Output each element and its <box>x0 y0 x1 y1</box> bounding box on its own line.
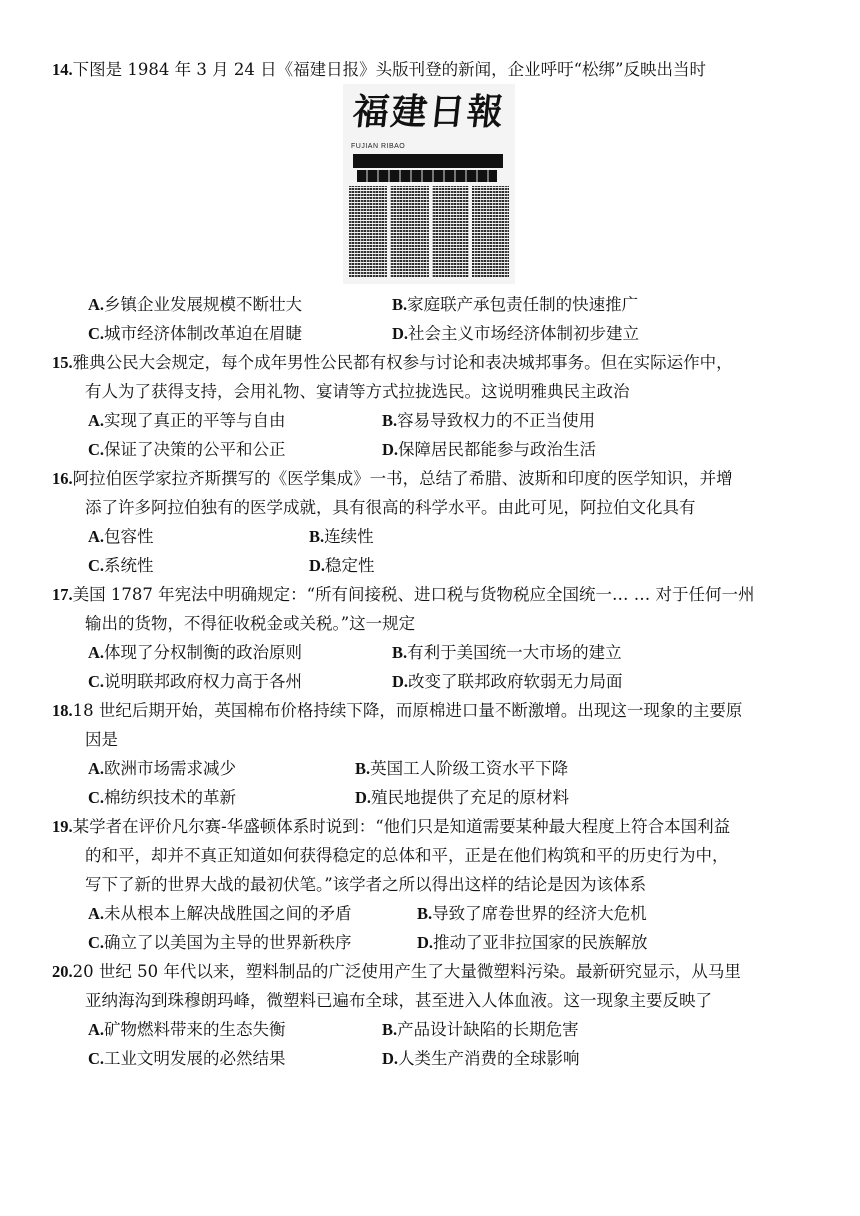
option-a[interactable] <box>88 754 236 783</box>
option-text: 未从根本上解决战胜国之间的矛盾 <box>104 904 352 923</box>
option-text: 包容性 <box>104 527 154 546</box>
newspaper-image <box>343 84 515 284</box>
option-b[interactable] <box>382 406 595 435</box>
option-text: 连续性 <box>324 527 374 546</box>
question-stem-cont: 亚纳海沟到珠穆朗玛峰，微塑料已遍布全球，甚至进入人体血液。这一现象主要反映了 <box>85 991 712 1010</box>
option-b[interactable] <box>355 754 568 783</box>
question-17 <box>52 580 822 638</box>
option-text: 体现了分权制衡的政治原则 <box>104 643 303 662</box>
option-letter: B. <box>382 411 398 430</box>
option-text: 确立了以美国为主导的世界新秩序 <box>104 933 352 952</box>
question-stem: 美国 1787 年宪法中明确规定：“所有间接税、进口税与货物税应全国统一… … 对于任何一州 <box>72 585 755 604</box>
question-18 <box>52 696 822 754</box>
newspaper-subheadline <box>357 170 497 182</box>
option-c[interactable] <box>88 319 302 348</box>
option-text: 推动了亚非拉国家的民族解放 <box>433 933 648 952</box>
question-number: 19. <box>52 817 73 836</box>
option-c[interactable] <box>88 783 236 812</box>
option-letter: A. <box>88 295 105 314</box>
option-text: 实现了真正的平等与自由 <box>104 411 286 430</box>
option-letter: D. <box>392 324 409 343</box>
option-text: 殖民地提供了充足的原材料 <box>371 788 570 807</box>
question-number: 16. <box>52 469 73 488</box>
option-text: 容易导致权力的不正当使用 <box>397 411 596 430</box>
question-stem-cont: 写下了新的世界大战的最初伏笔。”该学者之所以得出这样的结论是因为该体系 <box>85 875 647 894</box>
option-text: 有利于美国统一大市场的建立 <box>407 643 622 662</box>
option-letter: C. <box>88 1049 105 1068</box>
question-stem: 18 世纪后期开始，英国棉布价格持续下降，而原棉进口量不断激增。出现这一现象的主要原 <box>72 701 743 720</box>
option-text: 欧洲市场需求减少 <box>104 759 237 778</box>
option-letter: C. <box>88 556 105 575</box>
option-b[interactable] <box>309 522 374 551</box>
option-letter: D. <box>382 440 399 459</box>
question-stem-cont: 添了许多阿拉伯独有的医学成就，具有很高的科学水平。由此可见，阿拉伯文化具有 <box>85 498 696 517</box>
option-letter: C. <box>88 440 105 459</box>
newspaper-masthead: 福建日報 <box>350 91 508 133</box>
option-letter: D. <box>392 672 409 691</box>
option-letter: B. <box>309 527 325 546</box>
option-c[interactable] <box>88 435 286 464</box>
option-d[interactable] <box>392 667 623 696</box>
option-letter: C. <box>88 324 105 343</box>
option-text: 城市经济体制改革迫在眉睫 <box>104 324 303 343</box>
option-text: 棉纺织技术的革新 <box>104 788 237 807</box>
option-letter: D. <box>382 1049 399 1068</box>
question-14 <box>52 55 822 84</box>
question-stem-cont: 有人为了获得支持，会用礼物、宴请等方式拉拢选民。这说明雅典民主政治 <box>85 382 630 401</box>
option-b[interactable] <box>392 290 638 319</box>
option-text: 系统性 <box>104 556 154 575</box>
option-d[interactable] <box>382 435 596 464</box>
option-text: 保障居民都能参与政治生活 <box>398 440 597 459</box>
question-stem-cont: 输出的货物，不得征收税金或关税。”这一规定 <box>85 614 416 633</box>
option-c[interactable] <box>88 667 302 696</box>
option-letter: B. <box>417 904 433 923</box>
option-d[interactable] <box>309 551 375 580</box>
question-number: 18. <box>52 701 73 720</box>
options-14 <box>88 290 828 348</box>
option-a[interactable] <box>88 1015 286 1044</box>
option-text: 矿物燃料带来的生态失衡 <box>104 1020 286 1039</box>
option-text: 改变了联邦政府软弱无力局面 <box>408 672 623 691</box>
question-stem-cont: 因是 <box>85 730 118 749</box>
option-text: 家庭联产承包责任制的快速推广 <box>407 295 639 314</box>
option-letter: B. <box>355 759 371 778</box>
question-15 <box>52 348 822 406</box>
options-20 <box>88 1015 828 1073</box>
option-text: 稳定性 <box>325 556 375 575</box>
option-text: 社会主义市场经济体制初步建立 <box>408 324 640 343</box>
option-a[interactable] <box>88 638 302 667</box>
option-text: 英国工人阶级工资水平下降 <box>370 759 569 778</box>
option-a[interactable] <box>88 522 154 551</box>
question-stem-cont: 的和平，却并不真正知道如何获得稳定的总体和平，正是在他们构筑和平的历史行为中， <box>85 846 729 865</box>
question-stem: 下图是 1984 年 3 月 24 日《福建日报》头版刊登的新闻，企业呼吁“松绑”反映出当时 <box>72 60 706 79</box>
options-18 <box>88 754 828 812</box>
option-letter: A. <box>88 759 105 778</box>
question-number: 15. <box>52 353 73 372</box>
option-c[interactable] <box>88 551 154 580</box>
option-text: 产品设计缺陷的长期危害 <box>397 1020 579 1039</box>
question-stem: 雅典公民大会规定，每个成年男性公民都有权参与讨论和表决城邦事务。但在实际运作中， <box>72 353 733 372</box>
option-letter: A. <box>88 527 105 546</box>
question-number: 17. <box>52 585 73 604</box>
option-letter: D. <box>417 933 434 952</box>
options-17 <box>88 638 828 696</box>
option-text: 乡镇企业发展规模不断壮大 <box>104 295 303 314</box>
question-number: 14. <box>52 60 73 79</box>
newspaper-subline: FUJIAN RIBAO <box>351 143 406 150</box>
newspaper-column-gap <box>469 186 472 278</box>
option-b[interactable] <box>417 899 647 928</box>
option-c[interactable] <box>88 928 352 957</box>
option-text: 导致了席卷世界的经济大危机 <box>432 904 647 923</box>
newspaper-column-gap <box>429 186 432 278</box>
question-number: 20. <box>52 962 73 981</box>
option-letter: C. <box>88 933 105 952</box>
options-16 <box>88 522 828 580</box>
option-a[interactable] <box>88 899 352 928</box>
option-letter: B. <box>392 643 408 662</box>
option-letter: A. <box>88 643 105 662</box>
option-d[interactable] <box>417 928 648 957</box>
option-letter: B. <box>392 295 408 314</box>
option-letter: C. <box>88 672 105 691</box>
option-letter: A. <box>88 411 105 430</box>
question-16 <box>52 464 822 522</box>
newspaper-headline <box>353 154 503 168</box>
question-20 <box>52 957 822 1015</box>
option-text: 人类生产消费的全球影响 <box>398 1049 580 1068</box>
option-d[interactable] <box>392 319 639 348</box>
option-d[interactable] <box>355 783 569 812</box>
option-text: 工业文明发展的必然结果 <box>104 1049 286 1068</box>
option-letter: D. <box>309 556 326 575</box>
option-c[interactable] <box>88 1044 286 1073</box>
option-letter: A. <box>88 904 105 923</box>
question-stem: 某学者在评价凡尔赛-华盛顿体系时说到：“他们只是知道需要某种最大程度上符合本国利益 <box>72 817 731 836</box>
question-stem: 20 世纪 50 年代以来，塑料制品的广泛使用产生了大量微塑料污染。最新研究显示，从马里 <box>72 962 741 981</box>
newspaper-column-gap <box>387 186 390 278</box>
option-text: 说明联邦政府权力高于各州 <box>104 672 303 691</box>
option-letter: B. <box>382 1020 398 1039</box>
question-19 <box>52 812 822 899</box>
option-text: 保证了决策的公平和公正 <box>104 440 286 459</box>
option-b[interactable] <box>392 638 622 667</box>
option-d[interactable] <box>382 1044 580 1073</box>
option-letter: A. <box>88 1020 105 1039</box>
option-letter: D. <box>355 788 372 807</box>
option-letter: C. <box>88 788 105 807</box>
option-a[interactable] <box>88 290 302 319</box>
options-19 <box>88 899 828 957</box>
options-15 <box>88 406 828 464</box>
option-a[interactable] <box>88 406 286 435</box>
option-b[interactable] <box>382 1015 579 1044</box>
question-stem: 阿拉伯医学家拉齐斯撰写的《医学集成》一书，总结了希腊、波斯和印度的医学知识，并增 <box>72 469 733 488</box>
